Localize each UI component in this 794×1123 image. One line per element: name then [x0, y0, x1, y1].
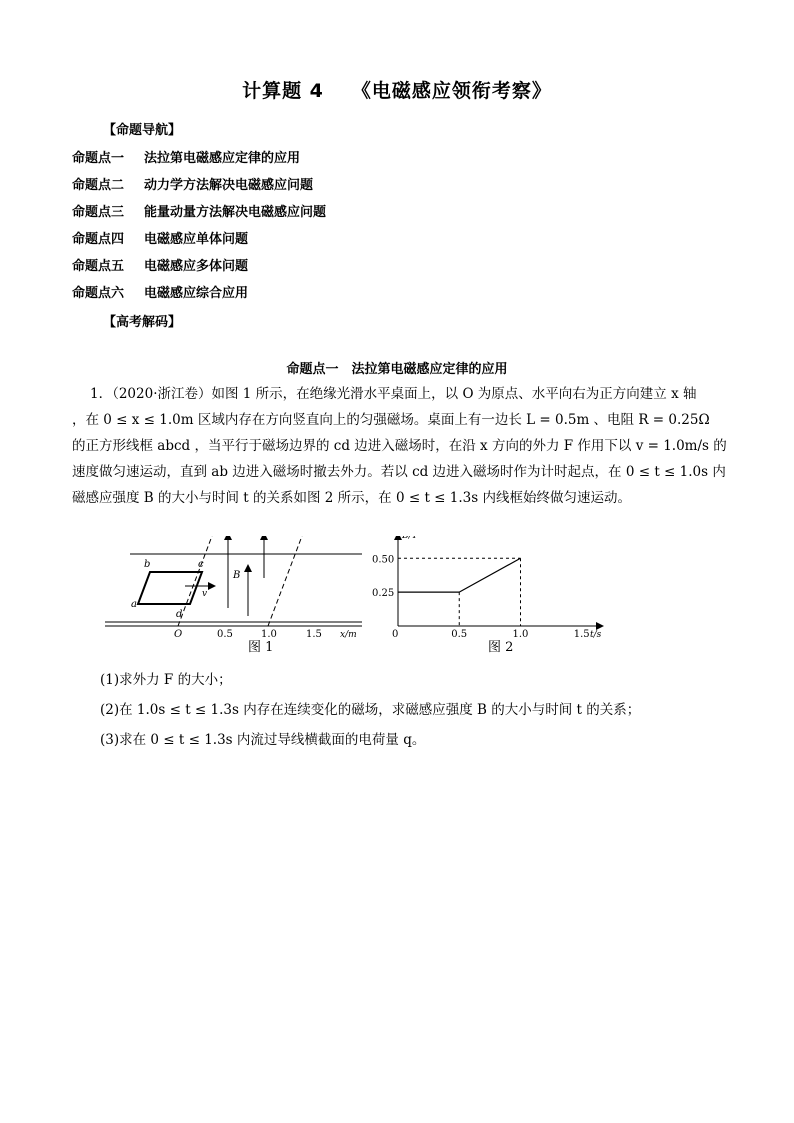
vertex-b: b — [144, 559, 151, 570]
question-2: (2)在 1.0s ≤ t ≤ 1.3s 内存在连续变化的磁场，求磁感应强度 B 的大小与时间 t 的关系； — [100, 702, 641, 718]
x-tick-label: 0 — [392, 629, 399, 640]
problem-text — [72, 381, 732, 511]
nav-item-label: 命题点五 — [72, 259, 125, 274]
nav-item-label: 命题点二 — [72, 178, 125, 193]
nav-heading: 【命题导航】 — [103, 123, 182, 138]
field-boundary-right — [268, 536, 302, 626]
nav-item-label: 命题点三 — [72, 205, 125, 220]
figure-1-diagram — [100, 536, 370, 656]
figure-2 — [368, 536, 608, 660]
nav-item-text: 电磁感应综合应用 — [144, 286, 249, 301]
x-tick-label: 1.0 — [512, 629, 529, 640]
problem-line: 的正方形线框 abcd ，当平行于磁场边界的 cd 边进入磁场时，在沿 x 方向的外力 F 作用下以 v = 1.0m/s 的 — [72, 438, 727, 454]
title-number: 计算题 4 — [242, 80, 324, 102]
x-tick-label: 1.5 — [573, 629, 590, 640]
nav-item-label: 命题点一 — [72, 151, 125, 166]
field-label: B — [233, 570, 241, 581]
y-tick-label: 0.50 — [372, 554, 395, 566]
problem-line: 1．（2020·浙江卷）如图 1 所示，在绝缘光滑水平桌面上，以 O 为原点、水平向右为正方向建立 x 轴 — [90, 386, 697, 402]
nav-item-text: 电磁感应多体问题 — [144, 259, 249, 274]
vertex-a: a — [131, 599, 137, 610]
vertex-c: c — [198, 559, 204, 570]
figure-2-chart — [368, 536, 608, 656]
nav-item-text: 法拉第电磁感应定律的应用 — [144, 151, 301, 166]
title-topic: 《电磁感应领衔考察》 — [351, 80, 552, 102]
figure-2-caption: 图 2 — [488, 640, 514, 655]
x-tick-label: 1.0 — [261, 629, 277, 640]
series-segment — [459, 558, 520, 592]
y-tick-label: 0.25 — [372, 588, 395, 600]
nav-item-label: 命题点六 — [72, 286, 125, 301]
origin-label: O — [174, 629, 183, 640]
nav-item — [72, 174, 313, 193]
nav-item-text: 电磁感应单体问题 — [144, 232, 249, 247]
problem-line: 速度做匀速运动，直到 ab 边进入磁场时撤去外力。若以 cd 边进入磁场时作为计时起点，在 0 ≤ t ≤ 1.0s 内 — [72, 464, 726, 480]
nav-item-text: 能量动量方法解决电磁感应问题 — [144, 205, 327, 220]
nav-item — [72, 228, 248, 247]
x-tick-label: 1.5 — [306, 629, 322, 640]
velocity-label: v — [202, 589, 208, 599]
nav-item-label: 命题点四 — [72, 232, 125, 247]
decode-heading: 【高考解码】 — [103, 315, 182, 330]
x-axis-label: x/m — [340, 630, 357, 640]
figure-1 — [100, 536, 370, 660]
question-1: (1)求外力 F 的大小； — [100, 672, 232, 688]
nav-item — [72, 147, 300, 166]
field-boundary-left — [178, 536, 212, 626]
vertex-d: d — [176, 609, 183, 620]
nav-item-text: 动力学方法解决电磁感应问题 — [144, 178, 314, 193]
nav-item — [72, 255, 248, 274]
page-title — [0, 76, 794, 103]
x-tick-label: 0.5 — [451, 629, 468, 640]
question-3: (3)求在 0 ≤ t ≤ 1.3s 内流过导线横截面的电荷量 q。 — [100, 732, 426, 748]
x-axis-label: t/s — [590, 630, 602, 640]
x-tick-label: 0.5 — [217, 629, 233, 640]
nav-item — [72, 282, 248, 301]
problem-line: 磁感应强度 B 的大小与时间 t 的关系如图 2 所示，在 0 ≤ t ≤ 1.3s 内线框始终做匀速运动。 — [72, 490, 631, 506]
nav-item — [72, 201, 326, 220]
section-title: 命题点一 法拉第电磁感应定律的应用 — [286, 362, 508, 377]
figure-1-caption: 图 1 — [248, 640, 274, 655]
y-axis-label: B/T — [402, 536, 418, 541]
problem-line: ，在 0 ≤ x ≤ 1.0m 区域内存在方向竖直向上的匀强磁场。桌面上有一边长 L = 0.5m 、电阻 R = 0.25Ω — [72, 412, 710, 428]
